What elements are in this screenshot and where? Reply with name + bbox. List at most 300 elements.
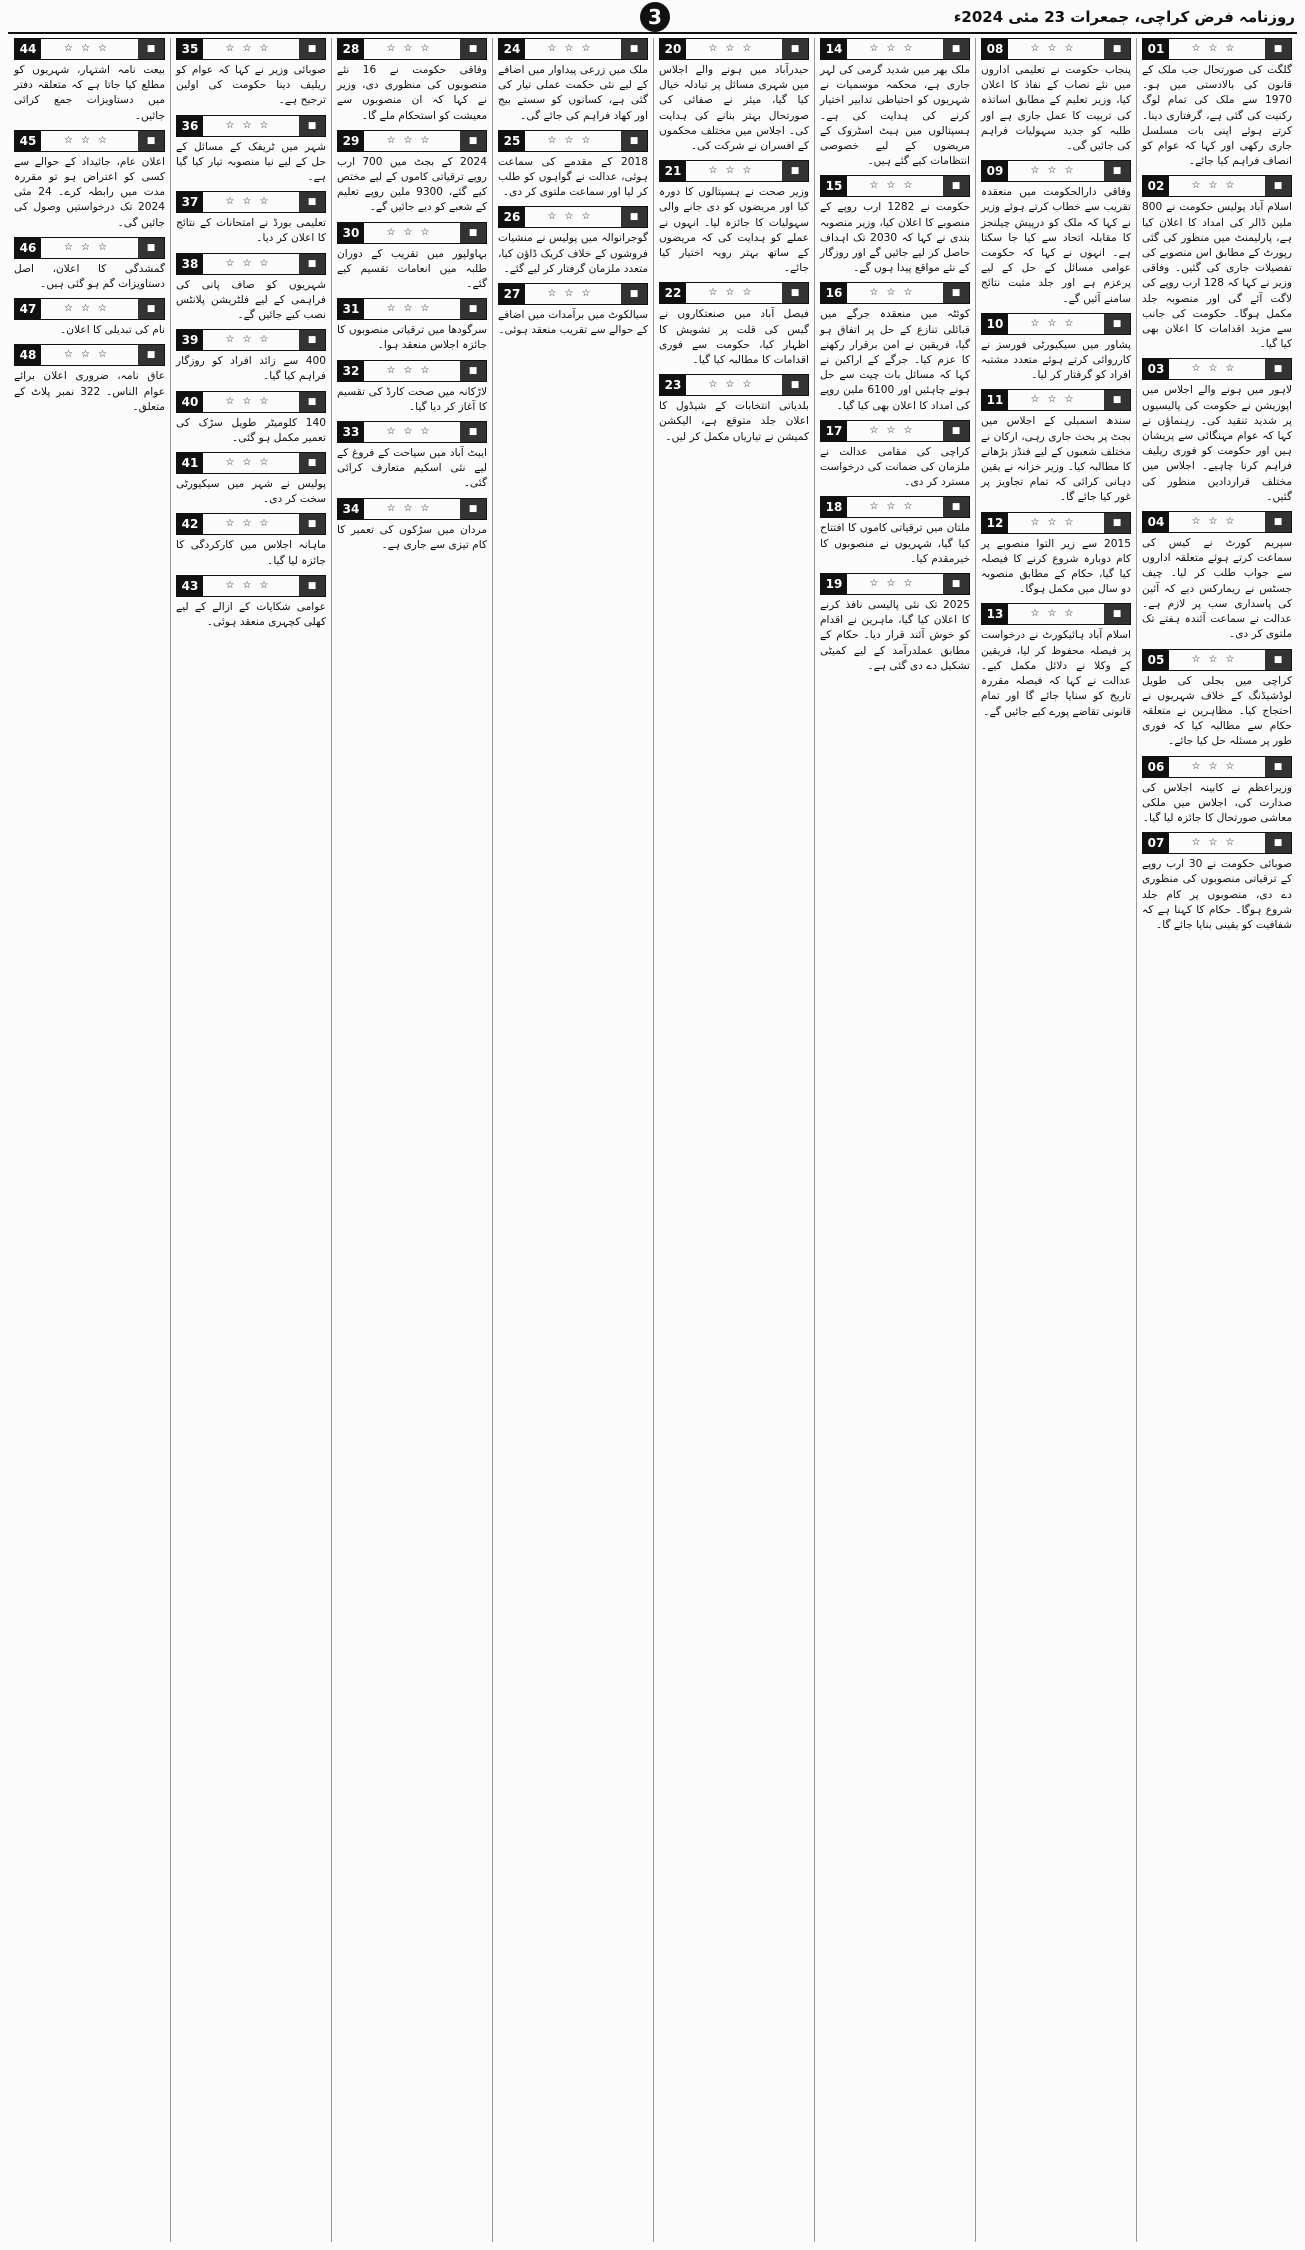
item-number: 42 <box>177 514 203 534</box>
item-header <box>498 206 648 228</box>
header-emblem-icon: ■ <box>782 161 808 181</box>
item-number: 24 <box>499 39 525 59</box>
stars-ornament: ☆☆☆ <box>64 134 115 146</box>
stars-ornament: ☆☆☆ <box>708 379 760 391</box>
news-item <box>14 237 165 292</box>
header-emblem-icon: ■ <box>1265 650 1291 670</box>
news-column <box>653 38 814 2242</box>
header-emblem-icon: ■ <box>138 238 164 258</box>
item-text: 140 کلومیٹر طویل سڑک کی تعمیر مکمل ہو گئی۔ <box>176 416 326 444</box>
news-item <box>820 573 970 674</box>
item-header <box>1142 832 1292 854</box>
news-item <box>176 191 326 246</box>
item-header <box>981 512 1131 534</box>
header-emblem-icon: ■ <box>943 283 969 303</box>
item-header <box>14 344 165 366</box>
stars-ornament: ☆☆☆ <box>708 165 760 177</box>
stars-ornament: ☆☆☆ <box>1030 608 1082 620</box>
item-header <box>337 360 487 382</box>
stars-ornament: ☆☆☆ <box>225 196 277 208</box>
news-item <box>176 38 326 109</box>
header-emblem-icon: ■ <box>1104 161 1130 181</box>
item-header <box>14 237 165 259</box>
header-emblem-icon: ■ <box>1104 390 1130 410</box>
header-emblem-icon: ■ <box>299 254 325 274</box>
news-item <box>1142 511 1292 642</box>
stars-ornament: ☆☆☆ <box>225 457 277 469</box>
news-item <box>659 374 809 445</box>
item-number: 14 <box>821 39 847 59</box>
item-text: صوبائی وزیر نے کہا کہ عوام کو ریلیف دینا حکومت کی اولین ترجیح ہے۔ <box>176 64 326 107</box>
header-emblem-icon: ■ <box>138 131 164 151</box>
masthead-rule <box>8 32 1297 34</box>
item-text: شہر میں ٹریفک کے مسائل کے حل کے لیے نیا منصوبہ تیار کیا گیا ہے۔ <box>176 140 326 184</box>
item-header <box>981 603 1131 625</box>
news-item <box>498 38 648 124</box>
stars-ornament: ☆☆☆ <box>386 134 438 146</box>
stars-ornament: ☆☆☆ <box>386 43 438 54</box>
stars-ornament: ☆☆☆ <box>869 287 921 299</box>
header-emblem-icon: ■ <box>460 299 486 319</box>
header-emblem-icon: ■ <box>138 39 164 59</box>
header-emblem-icon: ■ <box>460 39 486 59</box>
stars-ornament: ☆☆☆ <box>64 241 115 253</box>
item-header <box>337 298 487 320</box>
news-item <box>337 421 487 492</box>
news-item <box>659 282 809 368</box>
header-emblem-icon: ■ <box>460 361 486 381</box>
item-header <box>1142 649 1292 671</box>
header-emblem-icon: ■ <box>299 514 325 534</box>
item-number: 28 <box>338 39 364 59</box>
header-emblem-icon: ■ <box>299 392 325 412</box>
stars-ornament: ☆☆☆ <box>225 43 277 54</box>
news-item <box>176 329 326 384</box>
item-header <box>14 38 165 60</box>
item-header <box>820 420 970 442</box>
stars-ornament: ☆☆☆ <box>869 180 921 192</box>
stars-ornament: ☆☆☆ <box>708 43 760 54</box>
masthead-title-date: روزنامہ فرض کراچی، جمعرات 23 مئی 2024ء <box>953 8 1295 26</box>
item-number: 20 <box>660 39 686 59</box>
header-emblem-icon: ■ <box>782 375 808 395</box>
item-number: 26 <box>499 207 525 227</box>
item-text: گوجرانوالہ میں پولیس نے منشیات فروشوں کے خلاف کریک ڈاؤن کیا، متعدد ملزمان گرفتار کر لیے گئے۔ <box>498 232 648 275</box>
news-item <box>1142 38 1292 169</box>
header-emblem-icon: ■ <box>1104 513 1130 533</box>
news-column <box>814 38 975 2242</box>
header-emblem-icon: ■ <box>460 131 486 151</box>
item-text: وزیراعظم نے کابینہ اجلاس کی صدارت کی، اجلاس میں ملکی معاشی صورتحال کا جائزہ لیا گیا۔ <box>1142 781 1292 824</box>
item-number: 06 <box>1143 757 1169 777</box>
item-header <box>176 513 326 535</box>
item-header <box>498 130 648 152</box>
item-number: 34 <box>338 499 364 519</box>
stars-ornament: ☆☆☆ <box>708 287 760 299</box>
item-text: اعلان عام، جائیداد کے حوالے سے کسی کو اعتراض ہو تو مقررہ مدت میں رابطہ کرے۔ 24 مئی 2024 تک درخواستیں وصول کی جائیں گی۔ <box>14 155 165 229</box>
item-header <box>176 391 326 413</box>
news-item <box>820 420 970 491</box>
stars-ornament: ☆☆☆ <box>386 226 438 238</box>
news-item <box>1142 175 1292 352</box>
news-item <box>337 130 487 216</box>
item-text: پشاور میں سیکیورٹی فورسز نے کارروائی کرتے ہوئے متعدد مشتبہ افراد کو گرفتار کر لیا۔ <box>981 338 1131 382</box>
item-number: 32 <box>338 361 364 381</box>
item-text: 2025 تک نئی پالیسی نافذ کرنے کا اعلان کیا گیا، ماہرین نے اقدام کو خوش آئند قرار دیا۔ حکام کے مطابق عملدرآمد کے لیے کمیٹی تشکیل دے دی گئی ہے۔ <box>820 599 970 672</box>
header-emblem-icon: ■ <box>460 223 486 243</box>
item-header <box>176 253 326 275</box>
item-number: 01 <box>1143 39 1169 59</box>
item-text: گمشدگی کا اعلان، اصل دستاویزات گم ہو گئی ہیں۔ <box>14 262 165 291</box>
stars-ornament: ☆☆☆ <box>1191 653 1243 665</box>
item-text: عوامی شکایات کے ازالے کے لیے کھلی کچہری منعقد ہوئی۔ <box>176 600 326 629</box>
header-emblem-icon: ■ <box>1265 757 1291 777</box>
item-number: 38 <box>177 254 203 274</box>
news-column <box>1136 38 1297 2242</box>
item-header <box>176 115 326 137</box>
item-text: وفاقی دارالحکومت میں منعقدہ تقریب سے خطاب کرتے ہوئے وزیر نے کہا کہ ملک کو درپیش چیلنجز کا مقابلہ اتحاد سے کیا جا سکتا ہے۔ انہوں نے کہا کہ حکومت عوامی مسائل کے حل کے لیے پرعزم ہے اور جلد مثبت نتائج سامنے آئیں گے۔ <box>981 186 1131 305</box>
header-emblem-icon: ■ <box>1265 359 1291 379</box>
page-number: 3 <box>640 2 670 32</box>
item-number: 33 <box>338 422 364 442</box>
item-header <box>337 130 487 152</box>
item-text: سندھ اسمبلی کے اجلاس میں بجٹ پر بحث جاری رہی، ارکان نے مختلف شعبوں کے لیے فنڈز بڑھانے کا مطالبہ کیا۔ وزیر خزانہ نے یقین دہانی کرائی کہ تمام تجاویز پر غور کیا جائے گا۔ <box>981 415 1131 504</box>
item-text: بہاولپور میں تقریب کے دوران طلبہ میں انعامات تقسیم کیے گئے۔ <box>337 247 487 291</box>
item-number: 30 <box>338 223 364 243</box>
item-header <box>1142 511 1292 533</box>
news-column <box>331 38 492 2242</box>
item-header <box>981 38 1131 60</box>
news-item <box>820 38 970 169</box>
item-text: سیالکوٹ میں برآمدات میں اضافے کے حوالے سے تقریب منعقد ہوئی۔ <box>498 309 648 337</box>
item-text: صوبائی حکومت نے 30 ارب روپے کے ترقیاتی منصوبوں کی منظوری دے دی، منصوبوں پر کام جلد شروع ہوگا۔ حکام کا کہنا ہے کہ شفافیت کو یقینی بنایا جائے گا۔ <box>1142 858 1292 931</box>
header-emblem-icon: ■ <box>1104 39 1130 59</box>
item-number: 17 <box>821 421 847 441</box>
item-header <box>14 298 165 320</box>
header-emblem-icon: ■ <box>621 131 647 151</box>
item-number: 27 <box>499 284 525 304</box>
item-header <box>1142 358 1292 380</box>
item-number: 04 <box>1143 512 1169 532</box>
masthead <box>0 0 1305 34</box>
item-header <box>337 222 487 244</box>
item-header <box>981 389 1131 411</box>
stars-ornament: ☆☆☆ <box>547 134 599 146</box>
item-text: وفاقی حکومت نے 16 نئے منصوبوں کی منظوری دی، وزیر نے کہا کہ ان منصوبوں سے معیشت کو استحکام ملے گا۔ <box>337 64 487 122</box>
item-text: مردان میں سڑکوں کی تعمیر کا کام تیزی سے جاری ہے۔ <box>337 523 487 551</box>
news-item <box>981 512 1131 598</box>
item-number: 36 <box>177 116 203 136</box>
item-number: 11 <box>982 390 1008 410</box>
item-number: 31 <box>338 299 364 319</box>
header-emblem-icon: ■ <box>782 283 808 303</box>
item-number: 23 <box>660 375 686 395</box>
stars-ornament: ☆☆☆ <box>225 518 277 530</box>
item-header <box>1142 38 1292 60</box>
stars-ornament: ☆☆☆ <box>869 43 921 54</box>
stars-ornament: ☆☆☆ <box>386 426 438 438</box>
item-text: فیصل آباد میں صنعتکاروں نے گیس کی قلت پر تشویش کا اظہار کیا، حکومت سے فوری اقدامات کا مطالبہ کیا گیا۔ <box>659 308 809 367</box>
news-item <box>14 38 165 124</box>
item-text: لاہور میں ہونے والے اجلاس میں اپوزیشن نے حکومت کی پالیسیوں پر شدید تنقید کی۔ رہنماؤں نے کہا کہ عوام مہنگائی سے پریشان ہیں اور حکومت کو فوری ریلیف فراہم کرنا چاہیے۔ اجلاس میں مختلف قراردادیں منظور کی گئیں۔ <box>1142 384 1292 503</box>
stars-ornament: ☆☆☆ <box>225 395 277 407</box>
item-text: تعلیمی بورڈ نے امتحانات کے نتائج کا اعلان کر دیا۔ <box>176 217 326 245</box>
news-item <box>176 575 326 630</box>
item-header <box>981 313 1131 335</box>
stars-ornament: ☆☆☆ <box>1191 180 1243 192</box>
item-number: 10 <box>982 314 1008 334</box>
item-header <box>176 329 326 351</box>
item-header <box>659 374 809 396</box>
item-number: 13 <box>982 604 1008 624</box>
stars-ornament: ☆☆☆ <box>547 211 599 223</box>
header-emblem-icon: ■ <box>299 576 325 596</box>
item-text: ملک بھر میں شدید گرمی کی لہر جاری ہے، محکمہ موسمیات نے شہریوں کو احتیاطی تدابیر اختیار کرنے کی ہدایت کی ہے۔ ہسپتالوں میں ہیٹ اسٹروک کے مریضوں کے لیے خصوصی انتظامات کیے گئے ہیں۔ <box>820 64 970 168</box>
news-column <box>170 38 331 2242</box>
header-emblem-icon: ■ <box>460 422 486 442</box>
item-number: 41 <box>177 453 203 473</box>
header-emblem-icon: ■ <box>1265 39 1291 59</box>
item-number: 35 <box>177 39 203 59</box>
item-text: کراچی کی مقامی عدالت نے ملزمان کی ضمانت کی درخواست مسترد کر دی۔ <box>820 445 970 489</box>
item-text: شہریوں کو صاف پانی کی فراہمی کے لیے فلٹریشن پلانٹس نصب کیے جائیں گے۔ <box>176 278 326 322</box>
item-number: 44 <box>15 39 41 59</box>
header-emblem-icon: ■ <box>1265 512 1291 532</box>
item-number: 21 <box>660 161 686 181</box>
item-header <box>659 38 809 60</box>
header-emblem-icon: ■ <box>621 207 647 227</box>
stars-ornament: ☆☆☆ <box>1191 43 1243 54</box>
news-item <box>498 130 648 201</box>
stars-ornament: ☆☆☆ <box>386 303 438 315</box>
header-emblem-icon: ■ <box>943 574 969 594</box>
item-number: 05 <box>1143 650 1169 670</box>
news-columns <box>8 38 1297 2242</box>
header-emblem-icon: ■ <box>299 116 325 136</box>
news-column <box>492 38 653 2242</box>
news-item <box>1142 756 1292 827</box>
stars-ornament: ☆☆☆ <box>64 349 115 361</box>
item-text: سپریم کورٹ نے کیس کی سماعت کرتے ہوئے متعلقہ اداروں سے جواب طلب کر لیا۔ چیف جسٹس نے ریمارکس دیے کہ آئین کی پاسداری سب پر لازم ہے۔ عدالت نے سماعت آئندہ ہفتے تک ملتوی کر دی۔ <box>1142 537 1292 641</box>
news-item <box>820 282 970 413</box>
item-number: 16 <box>821 283 847 303</box>
stars-ornament: ☆☆☆ <box>225 119 277 131</box>
item-header <box>820 38 970 60</box>
header-emblem-icon: ■ <box>1104 604 1130 624</box>
news-column <box>9 38 170 2242</box>
news-item <box>981 313 1131 384</box>
header-emblem-icon: ■ <box>460 499 486 519</box>
stars-ornament: ☆☆☆ <box>1191 760 1243 772</box>
stars-ornament: ☆☆☆ <box>547 43 599 54</box>
header-emblem-icon: ■ <box>138 345 164 365</box>
news-item <box>176 452 326 507</box>
header-emblem-icon: ■ <box>1265 176 1291 196</box>
stars-ornament: ☆☆☆ <box>64 43 115 54</box>
stars-ornament: ☆☆☆ <box>1030 516 1082 528</box>
stars-ornament: ☆☆☆ <box>1030 165 1082 177</box>
item-header <box>820 282 970 304</box>
item-text: پنجاب حکومت نے تعلیمی اداروں میں نئے نصاب کے نفاذ کا اعلان کیا، وزیر تعلیم کے مطابق اساتذہ کی تربیت کا عمل جاری ہے اور طلبہ کو جدید سہولیات فراہم کی جائیں گی۔ <box>981 64 1131 153</box>
item-header <box>14 130 165 152</box>
stars-ornament: ☆☆☆ <box>1191 363 1243 375</box>
item-header <box>820 496 970 518</box>
stars-ornament: ☆☆☆ <box>1191 516 1243 528</box>
news-item <box>337 298 487 353</box>
item-number: 09 <box>982 161 1008 181</box>
item-text: حکومت نے 1282 ارب روپے کے منصوبے کا اعلان کیا، وزیر منصوبہ بندی نے کہا کہ 2030 تک اہداف حاصل کر لیے جائیں گے اور روزگار کے نئے مواقع پیدا ہوں گے۔ <box>820 201 970 275</box>
header-emblem-icon: ■ <box>1265 833 1291 853</box>
stars-ornament: ☆☆☆ <box>1030 317 1082 329</box>
item-header <box>659 160 809 182</box>
news-item <box>820 496 970 567</box>
item-header <box>337 498 487 520</box>
item-text: گلگت کی صورتحال جب ملک کے قانون کی بالادستی میں ہو۔ 1970 سے ملک کی تمام لوگ رکنیت کی گئی ہے، گرفتاری دینا۔ کرتے ہوئے اپنی بات مسلسل جاری رکھی اور کہا کہ عوام کو انصاف فراہم کیا جائے۔ <box>1142 64 1292 168</box>
news-item <box>176 391 326 446</box>
header-emblem-icon: ■ <box>299 330 325 350</box>
news-item <box>337 222 487 293</box>
item-header <box>176 452 326 474</box>
stars-ornament: ☆☆☆ <box>64 303 115 315</box>
item-header <box>337 421 487 443</box>
news-item <box>981 603 1131 719</box>
item-number: 03 <box>1143 359 1169 379</box>
item-text: اسلام آباد پولیس حکومت نے 800 ملین ڈالر کی امداد کا اعلان کیا ہے، پارلیمنٹ میں منظور کی گئی رپورٹ کے مطابق اس منصوبے کی تفصیلات جاری کی گئیں۔ وفاقی وزیر نے کہا کہ 128 ارب روپے کی لاگت آئے گی اور منصوبہ جلد مکمل ہوگا۔ حکومت کی جانب سے مزید اقدامات کا اعلان بھی کیا گیا۔ <box>1142 201 1292 351</box>
item-number: 40 <box>177 392 203 412</box>
item-number: 15 <box>821 176 847 196</box>
item-number: 37 <box>177 192 203 212</box>
item-header <box>337 38 487 60</box>
item-text: لاڑکانہ میں صحت کارڈ کی تقسیم کا آغاز کر دیا گیا۔ <box>337 385 487 413</box>
news-item <box>337 498 487 553</box>
item-header <box>1142 756 1292 778</box>
stars-ornament: ☆☆☆ <box>225 579 277 591</box>
item-number: 07 <box>1143 833 1169 853</box>
item-header <box>176 38 326 60</box>
stars-ornament: ☆☆☆ <box>869 501 921 513</box>
news-item <box>659 160 809 276</box>
item-text: 2018 کے مقدمے کی سماعت ہوئی، عدالت نے گواہوں کو طلب کر لیا اور سماعت ملتوی کر دی۔ <box>498 155 648 199</box>
item-number: 02 <box>1143 176 1169 196</box>
item-number: 39 <box>177 330 203 350</box>
item-number: 25 <box>499 131 525 151</box>
item-text: نام کی تبدیلی کا اعلان۔ <box>60 324 165 337</box>
header-emblem-icon: ■ <box>299 39 325 59</box>
item-text: پولیس نے شہر میں سیکیورٹی سخت کر دی۔ <box>176 478 326 506</box>
item-header <box>498 283 648 305</box>
header-emblem-icon: ■ <box>138 299 164 319</box>
news-item <box>176 513 326 568</box>
item-text: حیدرآباد میں ہونے والے اجلاس میں شہری مسائل پر تبادلہ خیال کیا گیا، میئر نے صفائی کی صورتحال بہتر بنانے کی ہدایت کی۔ اجلاس میں مختلف محکموں کے افسران نے شرکت کی۔ <box>659 64 809 153</box>
item-number: 22 <box>660 283 686 303</box>
news-item <box>14 298 165 338</box>
stars-ornament: ☆☆☆ <box>386 502 438 514</box>
header-emblem-icon: ■ <box>782 39 808 59</box>
item-text: اسلام آباد ہائیکورٹ نے درخواست پر فیصلہ محفوظ کر لیا، فریقین کے وکلا نے دلائل مکمل کیے۔ عدالت نے کہا کہ فیصلہ مقررہ تاریخ کو سنایا جائے گا اور تمام قانونی تقاضے پورے کیے جائیں گے۔ <box>981 629 1131 718</box>
item-text: بیعت نامہ اشتہار، شہریوں کو مطلع کیا جاتا ہے کہ متعلقہ دفتر میں دستاویزات جمع کرائی جائیں۔ <box>14 64 165 122</box>
news-item <box>176 253 326 324</box>
item-header <box>820 175 970 197</box>
item-header <box>820 573 970 595</box>
item-number: 12 <box>982 513 1008 533</box>
item-text: عاق نامہ، ضروری اعلان برائے عوام الناس۔ 322 نمبر پلاٹ کے متعلق۔ <box>14 370 165 413</box>
item-text: سرگودھا میں ترقیاتی منصوبوں کا جائزہ اجلاس منعقد ہوا۔ <box>337 324 487 352</box>
header-emblem-icon: ■ <box>943 421 969 441</box>
header-emblem-icon: ■ <box>621 39 647 59</box>
news-item <box>14 344 165 415</box>
news-item <box>1142 832 1292 933</box>
stars-ornament: ☆☆☆ <box>547 288 599 300</box>
news-item <box>337 38 487 124</box>
stars-ornament: ☆☆☆ <box>869 578 921 590</box>
item-header <box>659 282 809 304</box>
item-text: وزیر صحت نے ہسپتالوں کا دورہ کیا اور مریضوں کو دی جانے والی سہولیات کا جائزہ لیا۔ انہوں نے عملے کو ہدایت کی کہ مریضوں کے ساتھ بہتر رویہ اختیار کیا جائے۔ <box>659 186 809 275</box>
header-emblem-icon: ■ <box>1104 314 1130 334</box>
item-number: 18 <box>821 497 847 517</box>
header-emblem-icon: ■ <box>299 192 325 212</box>
item-number: 29 <box>338 131 364 151</box>
header-emblem-icon: ■ <box>943 497 969 517</box>
news-item <box>981 38 1131 154</box>
stars-ornament: ☆☆☆ <box>1191 837 1243 849</box>
item-number: 08 <box>982 39 1008 59</box>
item-text: ایبٹ آباد میں سیاحت کے فروغ کے لیے نئی اسکیم متعارف کرائی گئی۔ <box>337 447 487 490</box>
news-item <box>981 160 1131 307</box>
item-header <box>176 191 326 213</box>
item-header <box>1142 175 1292 197</box>
header-emblem-icon: ■ <box>621 284 647 304</box>
item-number: 46 <box>15 238 41 258</box>
item-number: 43 <box>177 576 203 596</box>
stars-ornament: ☆☆☆ <box>386 364 438 376</box>
item-header <box>176 575 326 597</box>
news-item <box>659 38 809 154</box>
stars-ornament: ☆☆☆ <box>225 334 277 346</box>
header-emblem-icon: ■ <box>299 453 325 473</box>
news-item <box>498 283 648 338</box>
news-item <box>176 115 326 186</box>
news-item <box>337 360 487 415</box>
item-number: 47 <box>15 299 41 319</box>
stars-ornament: ☆☆☆ <box>1030 43 1082 54</box>
stars-ornament: ☆☆☆ <box>1030 394 1082 406</box>
item-text: 2024 کے بجٹ میں 700 ارب روپے ترقیاتی کاموں کے لیے مختص کیے گئے، 9300 ملین روپے تعلیم کے شعبے کو دیے جائیں گے۔ <box>337 155 487 214</box>
item-text: 400 سے زائد افراد کو روزگار فراہم کیا گیا۔ <box>176 355 326 383</box>
item-text: ملک میں زرعی پیداوار میں اضافے کے لیے نئی حکمت عملی تیار کی گئی ہے، کسانوں کو سستے بیج اور کھاد فراہم کی جائے گی۔ <box>498 64 648 122</box>
stars-ornament: ☆☆☆ <box>225 257 277 269</box>
header-emblem-icon: ■ <box>943 39 969 59</box>
news-item <box>498 206 648 277</box>
stars-ornament: ☆☆☆ <box>869 424 921 436</box>
item-text: کوئٹہ میں منعقدہ جرگے میں قبائلی تنازع کے حل پر اتفاق ہو گیا، فریقین نے امن برقرار رکھنے کا عزم کیا۔ جرگے کے اراکین نے کہا کہ مسائل بات چیت سے حل ہونے چاہئیں اور 6100 ملین روپے کی امداد کا اعلان بھی کیا گیا۔ <box>820 308 970 412</box>
item-text: کراچی میں بجلی کی طویل لوڈشیڈنگ کے خلاف شہریوں نے احتجاج کیا۔ مظاہرین نے متعلقہ حکام سے مطالبہ کیا کہ فوری طور پر مسئلہ حل کیا جائے۔ <box>1142 674 1292 748</box>
news-item <box>820 175 970 276</box>
news-item <box>981 389 1131 505</box>
item-text: ملتان میں ترقیاتی کاموں کا افتتاح کیا گیا، شہریوں نے منصوبوں کا خیرمقدم کیا۔ <box>820 522 970 565</box>
news-item <box>14 130 165 231</box>
item-text: ماہانہ اجلاس میں کارکردگی کا جائزہ لیا گیا۔ <box>176 539 326 567</box>
item-header <box>981 160 1131 182</box>
item-header <box>498 38 648 60</box>
news-item <box>1142 358 1292 505</box>
news-column <box>975 38 1136 2242</box>
item-text: بلدیاتی انتخابات کے شیڈول کا اعلان جلد متوقع ہے، الیکشن کمیشن نے تیاریاں مکمل کر لیں۔ <box>659 400 809 443</box>
news-item <box>1142 649 1292 750</box>
item-number: 48 <box>15 345 41 365</box>
header-emblem-icon: ■ <box>943 176 969 196</box>
item-text: 2015 سے زیر التوا منصوبے پر کام دوبارہ شروع کرنے کا فیصلہ کیا گیا، حکام کے مطابق منصوبہ دو سال میں مکمل ہوگا۔ <box>981 537 1131 596</box>
item-number: 45 <box>15 131 41 151</box>
